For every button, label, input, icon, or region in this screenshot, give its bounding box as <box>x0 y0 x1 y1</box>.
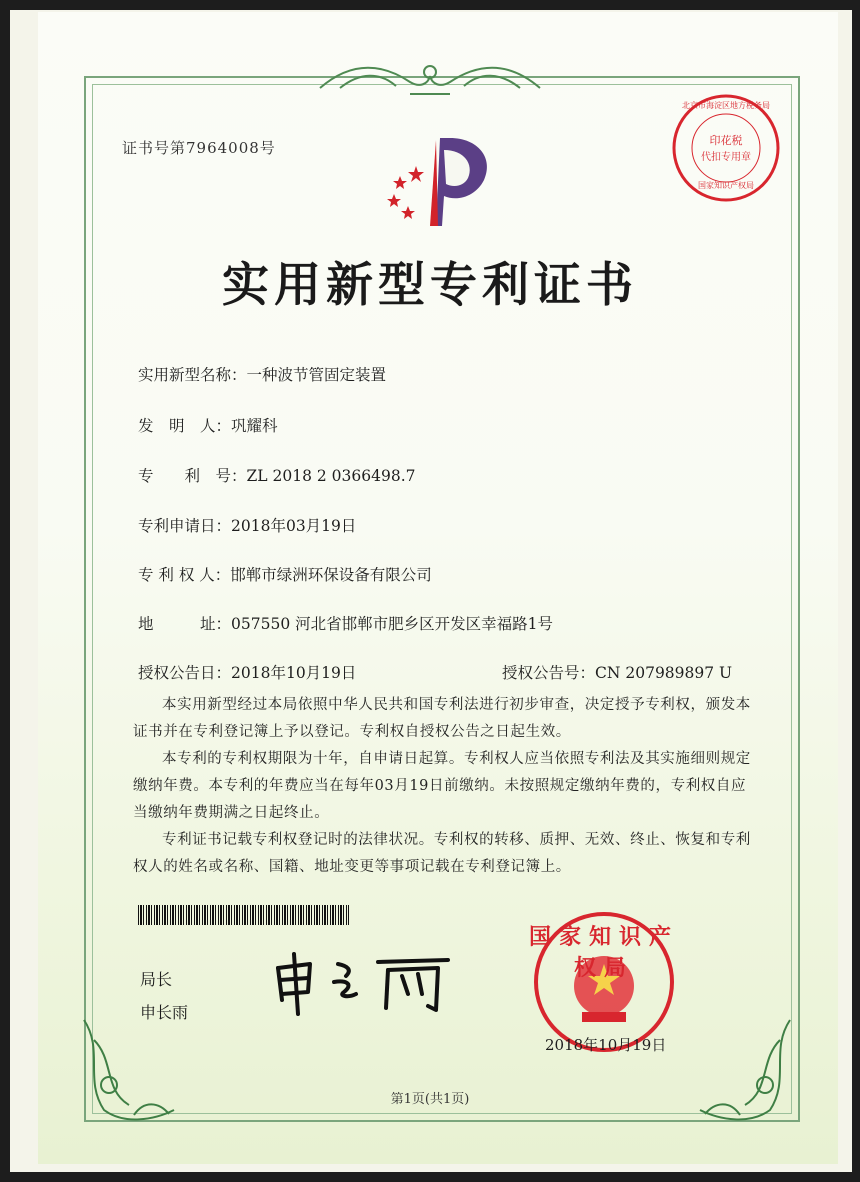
field-value: 057550 河北省邯郸市肥乡区开发区幸福路1号 <box>231 615 553 633</box>
field-announcement-date <box>138 661 356 683</box>
field-value: CN 207989897 U <box>595 664 733 682</box>
field-value: 邯郸市绿洲环保设备有限公司 <box>230 566 432 584</box>
field-value: 2018年10月19日 <box>231 664 357 682</box>
field-filing-date <box>138 514 356 536</box>
certificate-number: 证书号第7964008号 <box>122 139 276 157</box>
field-label: 授权公告日： <box>138 664 232 682</box>
director-name: 申长雨 <box>140 1003 189 1022</box>
top-ornament <box>310 58 550 102</box>
field-address <box>138 612 553 634</box>
field-label: 地 址： <box>138 615 232 633</box>
field-value: 2018年03月19日 <box>231 517 357 535</box>
page-number: 第1页(共1页) <box>390 1092 470 1107</box>
tax-stamp-center-line2: 代扣专用章 <box>701 152 751 163</box>
field-value: 一种波节管固定装置 <box>246 366 387 384</box>
certificate-body <box>133 692 755 881</box>
field-utility-model-name <box>138 363 386 385</box>
field-value: ZL 2018 2 0366498.7 <box>246 467 416 485</box>
field-label: 授权公告号： <box>502 664 596 682</box>
field-announcement-number <box>502 661 732 683</box>
corner-ornament-left <box>74 1010 184 1130</box>
field-patent-number <box>138 464 416 486</box>
grant-date: 2018年10月19日 <box>545 1036 667 1054</box>
field-label: 专利申请日： <box>138 517 232 535</box>
field-value: 巩耀科 <box>231 417 278 435</box>
barcode <box>138 905 349 925</box>
corner-ornament-right <box>690 1010 800 1130</box>
paragraph: 专利证书记载专利权登记时的法律状况。专利权的转移、质押、无效、终止、恢复和专利权人的姓名或名称、国籍、地址变更等事项记载在专利登记簿上。 <box>133 832 751 875</box>
paragraph: 本专利的专利权期限为十年，自申请日起算。专利权人应当依照专利法及其实施细则规定缴纳年费。本专利的年费应当在每年03月19日前缴纳。未按照规定缴纳年费的，专利权自应当缴纳年费期满之日起终止。 <box>133 751 751 821</box>
signature <box>268 948 458 1018</box>
director-title: 局长 <box>140 970 173 989</box>
field-label: 实用新型名称： <box>138 366 247 384</box>
field-label: 专 利 权 人： <box>138 566 231 584</box>
field-inventor <box>138 414 278 436</box>
tax-stamp <box>670 92 782 204</box>
certificate-title: 实用新型专利证书 <box>222 258 638 313</box>
cnipa-logo <box>378 130 498 235</box>
paragraph: 本实用新型经过本局依照中华人民共和国专利法进行初步审查，决定授予专利权，颁发本证书并在专利登记簿上予以登记。专利权自授权公告之日起生效。 <box>133 697 751 740</box>
field-patentee <box>138 563 432 585</box>
field-label: 专 利 号： <box>138 467 247 485</box>
field-label: 发 明 人： <box>138 417 232 435</box>
office-seal <box>516 902 692 1052</box>
tax-stamp-center-line1: 印花税 <box>709 134 743 147</box>
office-seal-text: 国家知识产权局 <box>528 925 679 981</box>
tax-stamp-bottom-text: 国家知识产权局 <box>698 181 754 190</box>
tax-stamp-ring-text: 北京市海淀区地方税务局 <box>682 101 770 110</box>
